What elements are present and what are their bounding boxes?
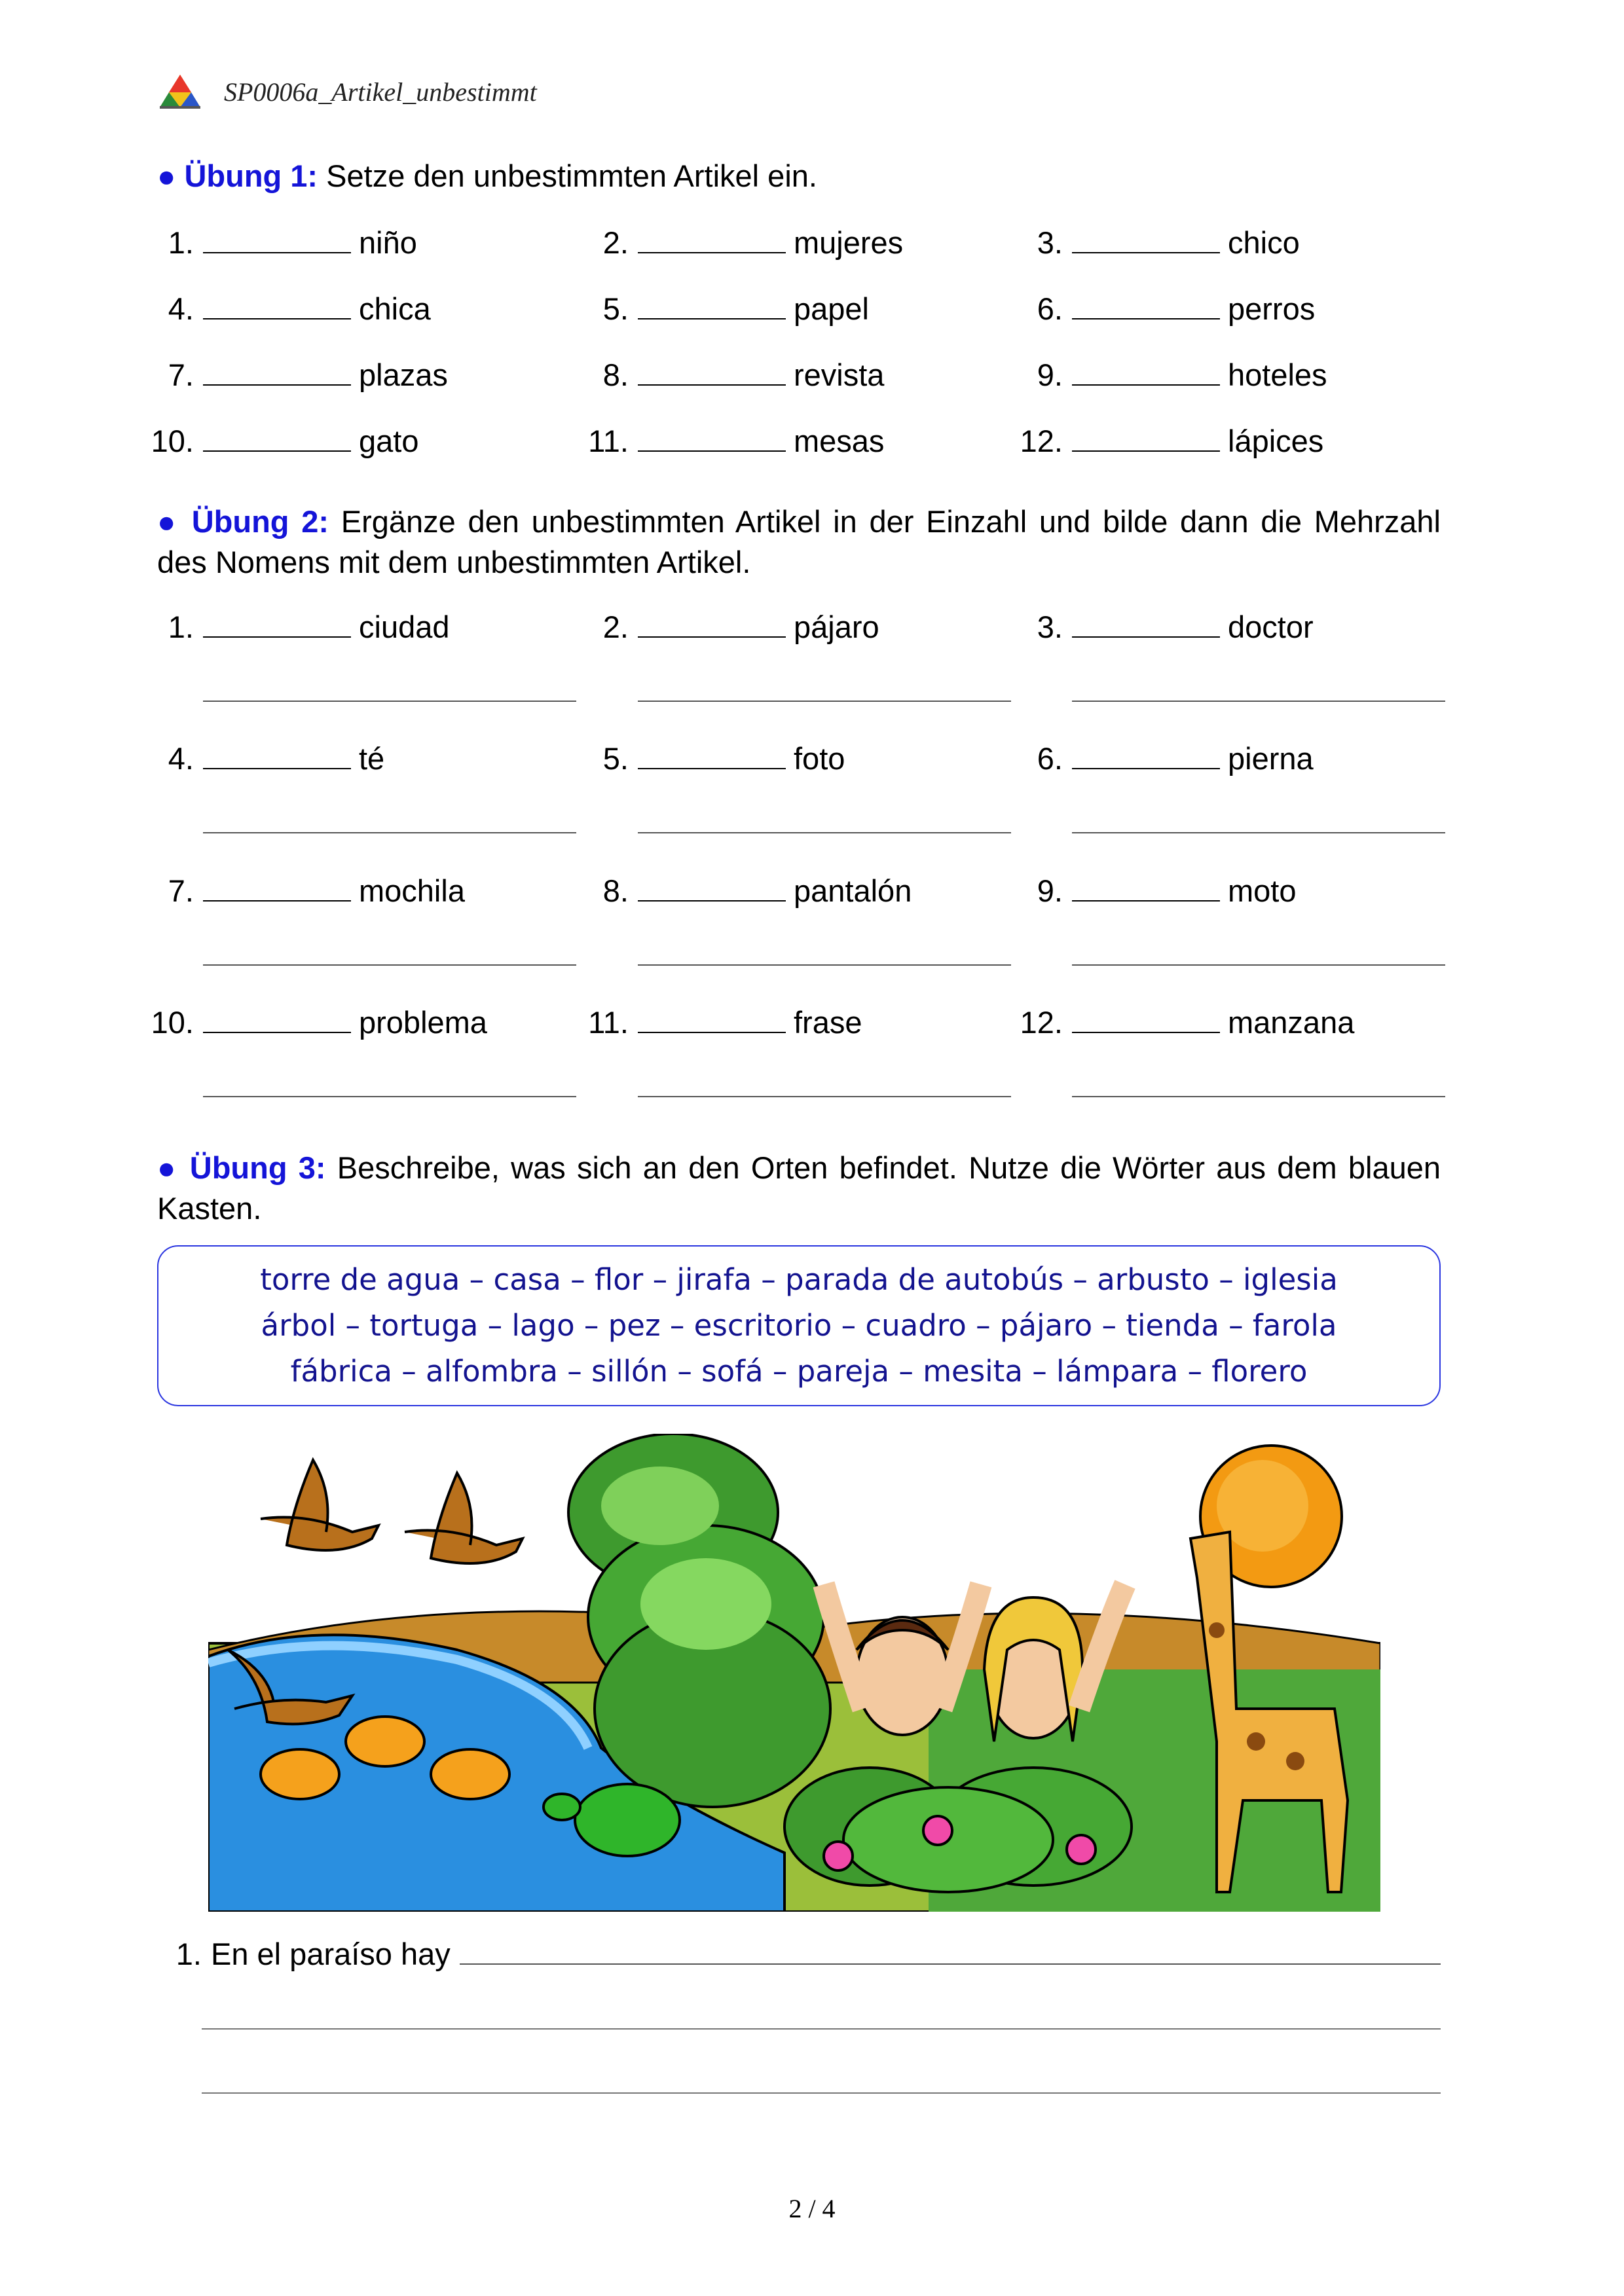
item-noun: pierna	[1228, 741, 1314, 776]
exercise-item	[576, 225, 903, 265]
item-number: 2.	[602, 610, 629, 644]
exercise-item	[1010, 873, 1297, 913]
article-blank[interactable]	[1072, 877, 1220, 902]
article-blank[interactable]	[203, 613, 351, 638]
plural-answer-line[interactable]	[203, 964, 576, 966]
paradise-scene-illustration	[208, 1434, 1380, 1912]
exercise-item	[1010, 423, 1323, 464]
item-number: 12.	[1020, 1005, 1063, 1040]
item-number: 5.	[602, 741, 629, 776]
item-number: 7.	[168, 873, 194, 908]
document-title: SP0006a_Artikel_unbestimmt	[224, 77, 537, 107]
plural-answer-line[interactable]	[638, 964, 1011, 966]
word-box-line: árbol – tortuga – lago – pez – escritorio – cuadro – pájaro – tienda – farola	[261, 1308, 1337, 1343]
exercise-item	[1010, 740, 1314, 781]
exercise1-heading	[157, 156, 1441, 196]
exercise-label: Übung 3:	[189, 1150, 326, 1185]
item-number: 10.	[151, 424, 194, 458]
item-number: 10.	[151, 1005, 194, 1040]
item-number: 7.	[168, 357, 194, 392]
answer-line[interactable]	[202, 2028, 1441, 2030]
item-noun: foto	[794, 741, 845, 776]
plural-answer-line[interactable]	[203, 832, 576, 833]
article-blank[interactable]	[638, 427, 786, 452]
item-number: 3.	[1037, 610, 1063, 644]
exercise-instruction: Ergänze den unbestimmten Artikel in der Einzahl und bilde dann die Mehrzahl des Nomens mit dem unbestimmten Artikel.	[157, 504, 1441, 579]
plural-answer-line[interactable]	[638, 701, 1011, 702]
item-noun: ciudad	[359, 610, 450, 644]
item-noun: té	[359, 741, 385, 776]
item-noun: problema	[359, 1005, 487, 1040]
exercise-label: Übung 1:	[184, 158, 318, 193]
item-noun: pantalón	[794, 873, 912, 908]
plural-answer-line[interactable]	[203, 1096, 576, 1097]
page-number: 2 / 4	[788, 2194, 836, 2223]
article-blank[interactable]	[203, 1008, 351, 1033]
exercise-item	[141, 873, 465, 913]
item-noun: niño	[359, 225, 417, 260]
plural-answer-line[interactable]	[203, 701, 576, 702]
item-number: 12.	[1020, 424, 1063, 458]
exercise-item	[141, 423, 418, 464]
item-noun: revista	[794, 357, 885, 392]
sentence-row	[157, 1936, 1441, 1972]
exercise-item	[576, 609, 879, 649]
item-number: 1.	[168, 225, 194, 260]
item-noun: hoteles	[1228, 357, 1327, 392]
exercise-item	[141, 609, 450, 649]
exercise-item	[576, 357, 884, 397]
exercise-item	[576, 291, 869, 331]
article-blank[interactable]	[638, 295, 786, 319]
exercise-item	[576, 740, 845, 781]
item-number: 11.	[588, 1005, 629, 1040]
plural-answer-line[interactable]	[1072, 1096, 1445, 1097]
item-number: 6.	[1037, 291, 1063, 326]
exercise-item	[576, 873, 912, 913]
item-number: 4.	[168, 741, 194, 776]
item-number: 6.	[1037, 741, 1063, 776]
plural-answer-line[interactable]	[1072, 832, 1445, 833]
item-noun: pájaro	[794, 610, 879, 644]
item-noun: chica	[359, 291, 431, 326]
plural-answer-line[interactable]	[638, 1096, 1011, 1097]
page-header	[157, 72, 537, 111]
exercise-instruction: Beschreibe, was sich an den Orten befindet. Nutze die Wörter aus dem blauen Kasten.	[157, 1150, 1441, 1226]
article-blank[interactable]	[203, 228, 351, 253]
article-blank[interactable]	[638, 228, 786, 253]
exercise3-heading	[157, 1148, 1441, 1229]
item-number: 4.	[168, 291, 194, 326]
article-blank[interactable]	[203, 427, 351, 452]
plural-answer-line[interactable]	[1072, 701, 1445, 702]
article-blank[interactable]	[203, 361, 351, 386]
exercise-item	[141, 357, 448, 397]
article-blank[interactable]	[638, 877, 786, 902]
exercise-item	[141, 1004, 487, 1045]
exercise-label: Übung 2:	[191, 504, 329, 539]
item-noun: frase	[794, 1005, 862, 1040]
item-noun: perros	[1228, 291, 1316, 326]
article-blank[interactable]	[1072, 295, 1220, 319]
item-noun: manzana	[1228, 1005, 1355, 1040]
bullet: ●	[157, 158, 176, 193]
article-blank[interactable]	[1072, 613, 1220, 638]
exercise-item	[141, 740, 384, 781]
item-number: 1.	[168, 610, 194, 644]
article-blank[interactable]	[1072, 1008, 1220, 1033]
article-blank[interactable]	[638, 1008, 786, 1033]
answer-blank[interactable]	[460, 1940, 1441, 1965]
exercise-item	[1010, 609, 1314, 649]
colorful-triangle-logo-icon	[157, 72, 203, 111]
article-blank[interactable]	[203, 295, 351, 319]
exercise2-heading	[157, 501, 1441, 583]
bullet: ●	[157, 1150, 179, 1185]
plural-answer-line[interactable]	[638, 832, 1011, 833]
article-blank[interactable]	[1072, 361, 1220, 386]
exercise-item	[1010, 291, 1315, 331]
exercise-item	[1010, 357, 1327, 397]
item-noun: moto	[1228, 873, 1297, 908]
article-blank[interactable]	[203, 744, 351, 769]
exercise-item	[141, 291, 431, 331]
item-number: 8.	[602, 357, 629, 392]
exercise-item	[576, 423, 884, 464]
item-number: 11.	[588, 424, 629, 458]
item-number: 2.	[602, 225, 629, 260]
article-blank[interactable]	[638, 361, 786, 386]
article-blank[interactable]	[1072, 228, 1220, 253]
answer-line[interactable]	[202, 2092, 1441, 2094]
item-noun: doctor	[1228, 610, 1314, 644]
plural-answer-line[interactable]	[1072, 964, 1445, 966]
exercise-item	[576, 1004, 862, 1045]
item-noun: mesas	[794, 424, 885, 458]
item-noun: chico	[1228, 225, 1300, 260]
item-noun: mujeres	[794, 225, 904, 260]
article-blank[interactable]	[203, 877, 351, 902]
item-noun: gato	[359, 424, 419, 458]
word-box	[157, 1245, 1441, 1406]
item-number: 9.	[1037, 357, 1063, 392]
article-blank[interactable]	[638, 744, 786, 769]
article-blank[interactable]	[638, 613, 786, 638]
item-noun: plazas	[359, 357, 448, 392]
exercise-item	[1010, 1004, 1354, 1045]
word-box-line: fábrica – alfombra – sillón – sofá – pareja – mesita – lámpara – florero	[290, 1354, 1308, 1389]
item-noun: mochila	[359, 873, 465, 908]
sentence-number: 1.	[175, 1937, 202, 1971]
item-number: 3.	[1037, 225, 1063, 260]
exercise-item	[1010, 225, 1300, 265]
item-number: 9.	[1037, 873, 1063, 908]
sentence-start: En el paraíso hay	[211, 1937, 451, 1971]
article-blank[interactable]	[1072, 427, 1220, 452]
item-noun: papel	[794, 291, 869, 326]
exercise-instruction: Setze den unbestimmten Artikel ein.	[326, 158, 817, 193]
exercise-item	[141, 225, 417, 265]
bullet: ●	[157, 504, 180, 539]
article-blank[interactable]	[1072, 744, 1220, 769]
item-noun: lápices	[1228, 424, 1324, 458]
word-box-line: torre de agua – casa – flor – jirafa – parada de autobús – arbusto – iglesia	[260, 1262, 1338, 1297]
item-number: 5.	[602, 291, 629, 326]
item-number: 8.	[602, 873, 629, 908]
